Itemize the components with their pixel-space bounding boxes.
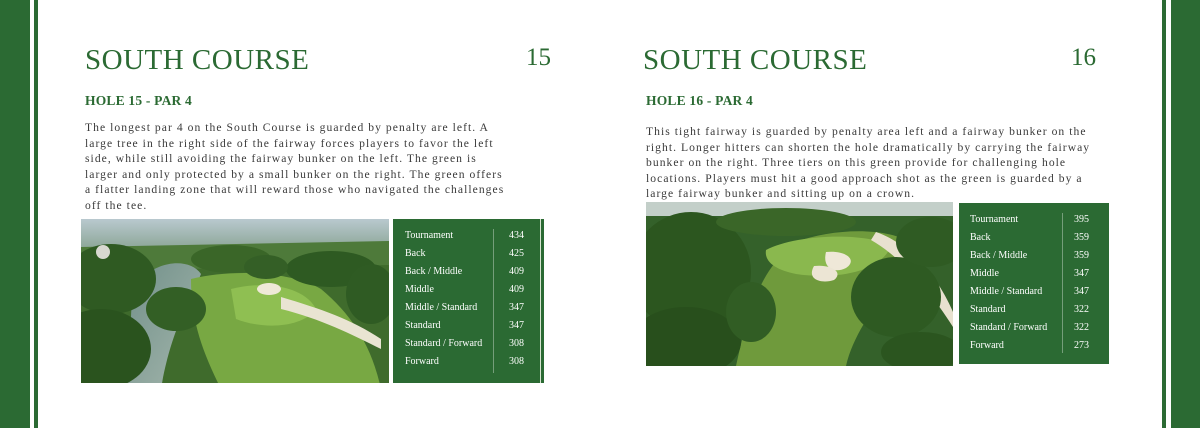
yardage-row — [959, 319, 1109, 337]
right-edge-stripe — [1171, 0, 1200, 428]
yardage-row — [959, 229, 1109, 247]
yardage-row — [393, 299, 544, 317]
tee-label: Standard / Forward — [405, 338, 483, 349]
tee-label: Middle / Standard — [970, 286, 1043, 297]
tee-yards: 359 — [1074, 232, 1089, 243]
tee-yards: 347 — [509, 302, 524, 313]
yardage-row — [393, 263, 544, 281]
yardage-row — [959, 247, 1109, 265]
tee-label: Standard — [970, 304, 1006, 315]
tee-yards: 308 — [509, 338, 524, 349]
yardage-row — [393, 335, 544, 353]
page-number: 15 — [526, 44, 551, 71]
tee-yards: 347 — [509, 320, 524, 331]
page-title: SOUTH COURSE — [643, 44, 868, 76]
tee-label: Tournament — [970, 214, 1019, 225]
tee-yards: 347 — [1074, 268, 1089, 279]
yardage-row — [959, 265, 1109, 283]
tee-yards: 409 — [509, 266, 524, 277]
tee-label: Back — [970, 232, 991, 243]
tee-label: Back / Middle — [970, 250, 1028, 261]
tee-yards: 434 — [509, 230, 524, 241]
tee-yards: 395 — [1074, 214, 1089, 225]
page-title: SOUTH COURSE — [85, 44, 310, 76]
tee-label: Back / Middle — [405, 266, 463, 277]
tee-label: Forward — [405, 356, 439, 367]
yardage-row — [393, 245, 544, 263]
tee-yards: 322 — [1074, 304, 1089, 315]
tee-label: Standard / Forward — [970, 322, 1048, 333]
yardage-row — [393, 353, 544, 371]
left-edge-inner-stripe — [34, 0, 38, 428]
hole-description: This tight fairway is guarded by penalty area left and a fairway bunker on the right. Longer hitters can shorten the hole dramatically by carrying the fairway bunker on the right. Three tiers on this green provide for challenging hole locations. Players must hit a good approach shot as the green is guarded by a large fairway bunker and sitting up on a crown. — [646, 125, 1091, 201]
tee-yards: 359 — [1074, 250, 1089, 261]
tee-label: Middle — [405, 284, 434, 295]
tee-yards: 409 — [509, 284, 524, 295]
yardage-table — [393, 219, 544, 383]
tee-label: Standard — [405, 320, 441, 331]
hole-heading: HOLE 16 - PAR 4 — [646, 93, 753, 108]
tee-label: Forward — [970, 340, 1004, 351]
hole-description: The longest par 4 on the South Course is guarded by penalty are left. A large tree in the right side of the fairway forces players to favor the left side, while still avoiding the fairway bunker on the left. The green is larger and only protected by a small bunker on the right. The green offers a flatter landing zone that will reward those who navigated the challenges off the tee. — [85, 121, 505, 212]
right-edge-inner-stripe — [1162, 0, 1166, 428]
hole-16-aerial-photo — [646, 202, 953, 366]
tee-yards: 347 — [1074, 286, 1089, 297]
left-edge-stripe — [0, 0, 30, 428]
hole-heading: HOLE 15 - PAR 4 — [85, 93, 192, 108]
page-number: 16 — [1071, 44, 1096, 71]
yardage-row — [393, 281, 544, 299]
tee-label: Middle / Standard — [405, 302, 478, 313]
yardage-row — [393, 227, 544, 245]
yardage-row — [959, 283, 1109, 301]
yardage-row — [393, 317, 544, 335]
tee-yards: 308 — [509, 356, 524, 367]
yardage-row — [959, 301, 1109, 319]
tee-yards: 322 — [1074, 322, 1089, 333]
hole-15-aerial-photo — [81, 219, 389, 383]
tee-label: Back — [405, 248, 426, 259]
tee-label: Tournament — [405, 230, 454, 241]
tee-label: Middle — [970, 268, 999, 279]
tee-yards: 425 — [509, 248, 524, 259]
yardage-row — [959, 337, 1109, 355]
yardage-table — [959, 203, 1109, 364]
yardage-row — [959, 211, 1109, 229]
tee-yards: 273 — [1074, 340, 1089, 351]
